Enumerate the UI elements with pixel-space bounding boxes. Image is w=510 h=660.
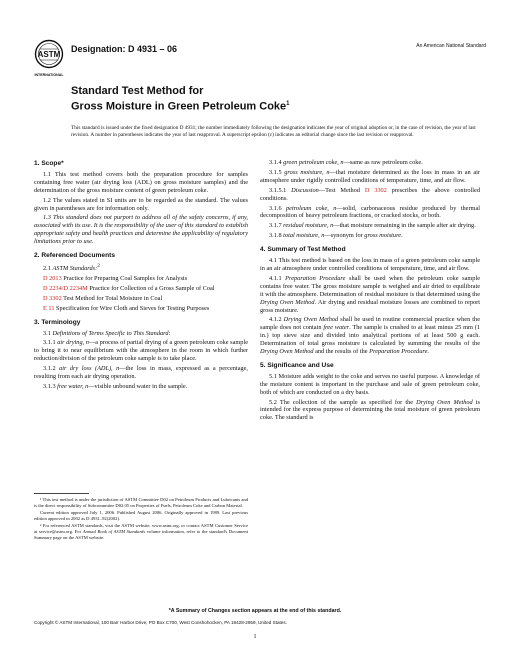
paragraph-3-1-5: 3.1.5 gross moisture, n—that moisture determined as the loss in mass in an air atmosphere under rigidly controlled conditions of temperature, time, and air flow. <box>260 168 481 184</box>
reference-link-e11[interactable]: E 11 <box>43 304 55 312</box>
paragraph-4-1-2: 4.1.2 Drying Oven Method shall be used in routine commercial practice when the sample does not contain free water. The sample is crushed to at least minus 25 mm (1 in.) top sieve size and divided into analytical portions of at least 500 g each. Determination of total gross moisture is calculated by summing the results of the Drying Oven Method and the results of the Preparation Procedure. <box>260 316 480 356</box>
paragraph-3-1-3: 3.1.3 free water, n—visible unbound water in the sample. <box>43 382 188 390</box>
national-standard-label: An American National Standard <box>416 43 486 49</box>
footnote-2: ² For referenced ASTM standards, visit the ASTM website, www.astm.org, or contact ASTM Customer Service at service@astm.org. For Annual Book of ASTM Standards volume information, refer to the standard's Document Summary page on the ASTM website. <box>34 523 248 540</box>
summary-of-changes-note: *A Summary of Changes section appears at the end of this standard. <box>168 608 342 614</box>
footnotes <box>34 493 248 542</box>
paragraph-3-1: 3.1 Definitions of Terms Specific to This Standard: <box>43 329 171 337</box>
paragraph-4-1-1: 4.1.1 Preparation Procedure shall be used when the petroleum coke sample contains free water. The gross moisture sample is weighed and air dried to equilibrate it with the atmosphere. Determination of residual moisture is that determined using the Drying Oven Method. Air drying and residual moisture losses are combined to report gross moisture. <box>260 274 481 314</box>
section-heading-scope: 1. Scope* <box>34 160 64 167</box>
section-heading-terminology: 3. Terminology <box>34 318 81 326</box>
paragraph-4-1: 4.1 This test method is based on the loss in mass of a green petroleum coke sample in an air atmosphere under controlled conditions of temperature, time, and air flow. <box>260 257 480 272</box>
reference-link-d2234[interactable]: D 2234/D 2234M <box>43 284 88 292</box>
svg-text:INTERNATIONAL: INTERNATIONAL <box>34 73 64 77</box>
document-title <box>71 85 290 114</box>
reference-link-d2013[interactable]: D 2013 <box>43 274 62 282</box>
astm-logo-icon <box>34 38 64 80</box>
issue-notice: This standard is issued under the fixed designation D 4931; the number immediately following the designation indicates the year of original adoption or, in the case of revision, the year of last revision. A number in parentheses indicates the year of last reapproval. A superscript epsilon (ε) indicates an editorial change since the last revision or reapproval. <box>71 125 476 138</box>
section-heading-referenced-documents: 2. Referenced Documents <box>34 252 115 260</box>
footnote-1: ¹ This test method is under the jurisdiction of ASTM Committee D02 on Petroleum Products and Lubricants and is the direct responsibility of Subcommittee D02.05 on Properties of Fuels, Petroleum Coke and Carbon Material. <box>34 497 248 508</box>
paragraph-3-1-7: 3.1.7 residual moisture, n—that moisture remaining in the sample after air drying. <box>269 222 476 230</box>
paragraph-3-1-4: 3.1.4 green petroleum coke, n—same as raw petroleum coke. <box>269 159 423 166</box>
reference-item: D 2013 Practice for Preparing Coal Samples for Analysis <box>43 274 188 282</box>
paragraph-5-1: 5.1 Moisture adds weight to the coke and serves no useful purpose. A knowledge of the moisture content is important in the purchase and sale of green petroleum coke, both of which are conducted on a dry basis. <box>260 372 480 396</box>
svg-text:ASTM: ASTM <box>37 50 61 59</box>
paragraph-3-1-8: 3.1.8 total moisture, n—synonym for gross moisture. <box>269 232 403 240</box>
page-number: 1 <box>253 634 257 640</box>
paragraph-3-1-2: 3.1.2 air dry loss (ADL), n—the loss in mass, expressed as a percentage, resulting from each air drying operation. <box>34 365 249 381</box>
reference-link-d3302[interactable]: D 3302 <box>43 294 62 302</box>
paragraph-2-1: 2.1 ASTM Standards:$^2$ <box>43 262 100 273</box>
section-heading-summary: 4. Summary of Test Method <box>260 246 346 254</box>
title-line-1: Standard Test Method for <box>71 85 204 97</box>
paragraph-3-1-6: 3.1.6 petroleum coke, n—solid, carbonaceous residue produced by thermal decomposition of heavy petroleum fractions, or cracked stocks, or both. <box>260 204 480 220</box>
left-column <box>34 160 248 393</box>
paragraph-3-1-5-1: 3.1.5.1 Discussion—Test Method D 3302 prescribes the above controlled conditions. <box>260 186 481 202</box>
designation: Designation: D 4931 – 06 <box>71 44 178 54</box>
copyright-line: Copyright © ASTM International, 100 Barr Harbor Drive, PO Box C700, West Conshohocken, PA 19428-2959, United States. <box>34 620 287 625</box>
footnote-divider <box>34 493 89 494</box>
reference-item: D 2234/D 2234M Practice for Collection of a Gross Sample of Coal <box>43 284 215 292</box>
paragraph-1-1: 1.1 This test method covers both the preparation procedure for samples containing free water (air drying loss (ADL) on gross moisture samples) and the determination of the gross moisture content of green petroleum coke. <box>34 170 248 194</box>
reference-link-d3302-inline[interactable]: D 3302 <box>364 186 387 194</box>
right-column <box>260 159 480 424</box>
reference-item: D 3302 Test Method for Total Moisture in Coal <box>43 294 163 302</box>
section-heading-significance: 5. Significance and Use <box>260 361 334 369</box>
footnote-1-edition: Current edition approved July 1, 2006. Published August 2006. Originally approved in 1989. Last previous edition approved in 2002 as D 4931–92(2002). <box>34 510 248 521</box>
paragraph-5-2: 5.2 The collection of the sample as specified for the Drying Oven Method is intended for the express purpose of determining the total moisture of green petroleum coke. The standard is <box>260 398 481 422</box>
title-line-2: Gross Moisture in Green Petroleum Coke$^1$ <box>71 100 290 113</box>
paragraph-1-3: 1.3 This standard does not purport to address all of the safety concerns, if any, associated with its use. It is the responsibility of the user of this standard to establish appropriate safety and health practices and determine the applicability of regulatory limitations prior to use. <box>34 214 248 246</box>
paragraph-3-1-1: 3.1.1 air drying, n—a process of partial drying of a green petroleum coke sample to bring it to near equilibrium with the atmosphere in the room in which further reduction/division of the petroleum coke sample is to take place. <box>34 339 249 363</box>
paragraph-1-2: 1.2 The values stated in SI units are to be regarded as the standard. The values given in parentheses are for information only. <box>34 196 248 212</box>
reference-item: E 11 Specification for Wire Cloth and Sieves for Testing Purposes <box>43 304 210 312</box>
